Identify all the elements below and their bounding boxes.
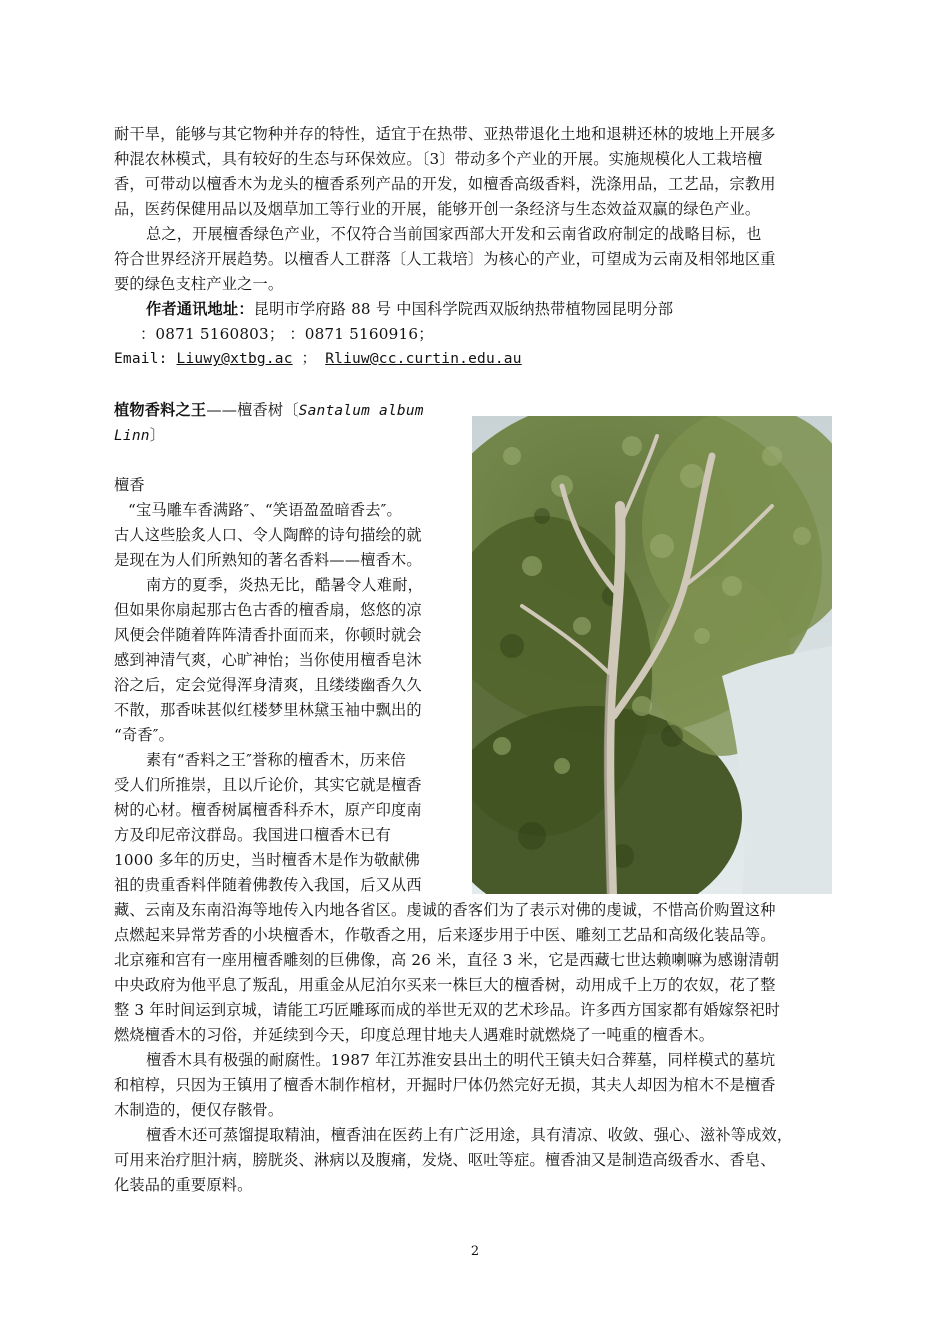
wide-line: 燃烧檀香木的习俗，并延续到今天，印度总理甘地夫人遇难时就燃烧了一吨重的檀香木。 <box>114 1026 715 1044</box>
paragraph-line: 香，可带动以檀香木为龙头的檀香系列产品的开发，如檀香高级香料，洗涤用品，工艺品，宗教用 <box>114 175 776 193</box>
narrow-line: 1000 多年的历史，当时檀香木是作为敬献佛 <box>114 851 421 869</box>
latin-close: 〕 <box>149 426 166 444</box>
author-phones: ：0871 5160803； ：0871 5160916； <box>140 325 434 343</box>
author-email <box>114 347 522 371</box>
narrow-line: 但如果你扇起那古色古香的檀香扇，悠悠的凉 <box>114 601 422 619</box>
wide-line: 可用来治疗胆汁病，膀胱炎、淋病以及腹痛，发烧、呕吐等症。檀香油又是制造高级香水、香皂、 <box>114 1151 776 1169</box>
email-link-1[interactable]: Liuwy@xtbg.ac <box>176 351 293 367</box>
paragraph-line: 符合世界经济开展趋势。以檀香人工群落〔人工栽培〕为核心的产业，可望成为云南及相邻地区重 <box>114 250 776 268</box>
narrow-line: 祖的贵重香料伴随着佛教传入我国，后又从西 <box>114 876 422 894</box>
sandalwood-tree-photo <box>472 416 832 894</box>
author-address <box>146 297 673 321</box>
paragraph-line: 耐干旱，能够与其它物种并存的特性，适宜于在热带、亚热带退化土地和退耕还林的坡地上开展多 <box>114 125 776 143</box>
narrow-line: 风便会伴随着阵阵清香扑面而来，你顿时就会 <box>114 626 422 644</box>
section-subheading: 檀香 <box>114 476 145 494</box>
narrow-line: 素有“香料之王″誉称的檀香木，历来倍 <box>146 751 407 769</box>
wide-line: 中央政府为他平息了叛乱，用重金从尼泊尔买来一株巨大的檀香树，动用成千上万的农奴，花了整 <box>114 976 776 994</box>
wide-line: 整 3 年时间运到京城，请能工巧匠雕琢而成的举世无双的艺术珍品。许多西方国家都有婚嫁祭祀时 <box>114 1001 781 1019</box>
article-title <box>114 398 424 423</box>
narrow-line: 古人这些脍炙人口、令人陶醉的诗句描绘的就 <box>114 526 422 544</box>
wide-line: 木制造的，便仅存骸骨。 <box>114 1101 284 1119</box>
latin-name-2: Linn <box>114 428 150 444</box>
email-link-2[interactable]: Rliuw@cc.curtin.edu.au <box>325 351 522 367</box>
wide-line: 檀香木具有极强的耐腐性。1987 年江苏淮安县出土的明代王镇夫妇合葬墓，同样模式的墓坑 <box>146 1051 776 1069</box>
paragraph-line: 种混农林模式，具有较好的生态与环保效应。〔3〕带动多个产业的开展。实施规模化人工栽培檀 <box>114 150 763 168</box>
narrow-line: “奇香″。 <box>114 726 174 744</box>
email-label: Email: <box>114 351 168 367</box>
wide-line: 藏、云南及东南沿海等地传入内地各省区。虔诚的香客们为了表示对佛的虔诚，不惜高价购置这种 <box>114 901 776 919</box>
author-label: 作者通讯地址： <box>146 300 254 318</box>
email-separator: ； <box>301 351 317 367</box>
narrow-line: “宝马雕车香满路″、“笑语盈盈暗香去″。 <box>128 501 402 519</box>
paragraph-line: 品，医药保健用品以及烟草加工等行业的开展，能够开创一条经济与生态效益双赢的绿色产业。 <box>114 200 761 218</box>
narrow-line: 是现在为人们所熟知的著名香料——檀香木。 <box>114 551 422 569</box>
page-number: 2 <box>470 1244 480 1259</box>
wide-line: 和棺椁，只因为王镇用了檀香木制作棺材，开掘时尸体仍然完好无损，其夫人却因为棺木不是檀香 <box>114 1076 776 1094</box>
narrow-line: 浴之后，定会觉得浑身清爽，且缕缕幽香久久 <box>114 676 422 694</box>
address-text: 昆明市学府路 88 号 中国科学院西双版纳热带植物园昆明分部 <box>253 300 674 318</box>
wide-line: 化装品的重要原料。 <box>114 1176 253 1194</box>
wide-line: 点燃起来异常芳香的小块檀香木，作敬香之用，后来逐步用于中医、雕刻工艺品和高级化装品等。 <box>114 926 776 944</box>
paragraph-line: 要的绿色支柱产业之一。 <box>114 275 284 293</box>
narrow-line: 感到神清气爽，心旷神怡；当你使用檀香皂沐 <box>114 651 422 669</box>
narrow-line: 方及印尼帝汶群岛。我国进口檀香木已有 <box>114 826 391 844</box>
wide-line: 北京雍和宫有一座用檀香雕刻的巨佛像，高 26 米，直径 3 米，它是西藏七世达赖喇嘛为感谢清朝 <box>114 951 780 969</box>
wide-line: 檀香木还可蒸馏提取精油，檀香油在医药上有广泛用途，具有清凉、收敛、强心、滋补等成效， <box>146 1126 793 1144</box>
narrow-line: 不散，那香味甚似红楼梦里林黛玉袖中飘出的 <box>114 701 422 719</box>
article-title-dash: ——檀香树〔 <box>206 401 299 419</box>
narrow-line: 树的心材。檀香树属檀香科乔木，原产印度南 <box>114 801 422 819</box>
paragraph-line: 总之，开展檀香绿色产业，不仅符合当前国家西部大开发和云南省政府制定的战略目标，也 <box>146 225 762 243</box>
latin-name: Santalum album <box>298 403 424 419</box>
article-title-main: 植物香料之王 <box>114 401 207 419</box>
article-title-cont <box>114 423 165 448</box>
narrow-line: 受人们所推崇，且以斤论价，其实它就是檀香 <box>114 776 422 794</box>
narrow-line: 南方的夏季，炎热无比，酷暑令人难耐， <box>146 576 423 594</box>
